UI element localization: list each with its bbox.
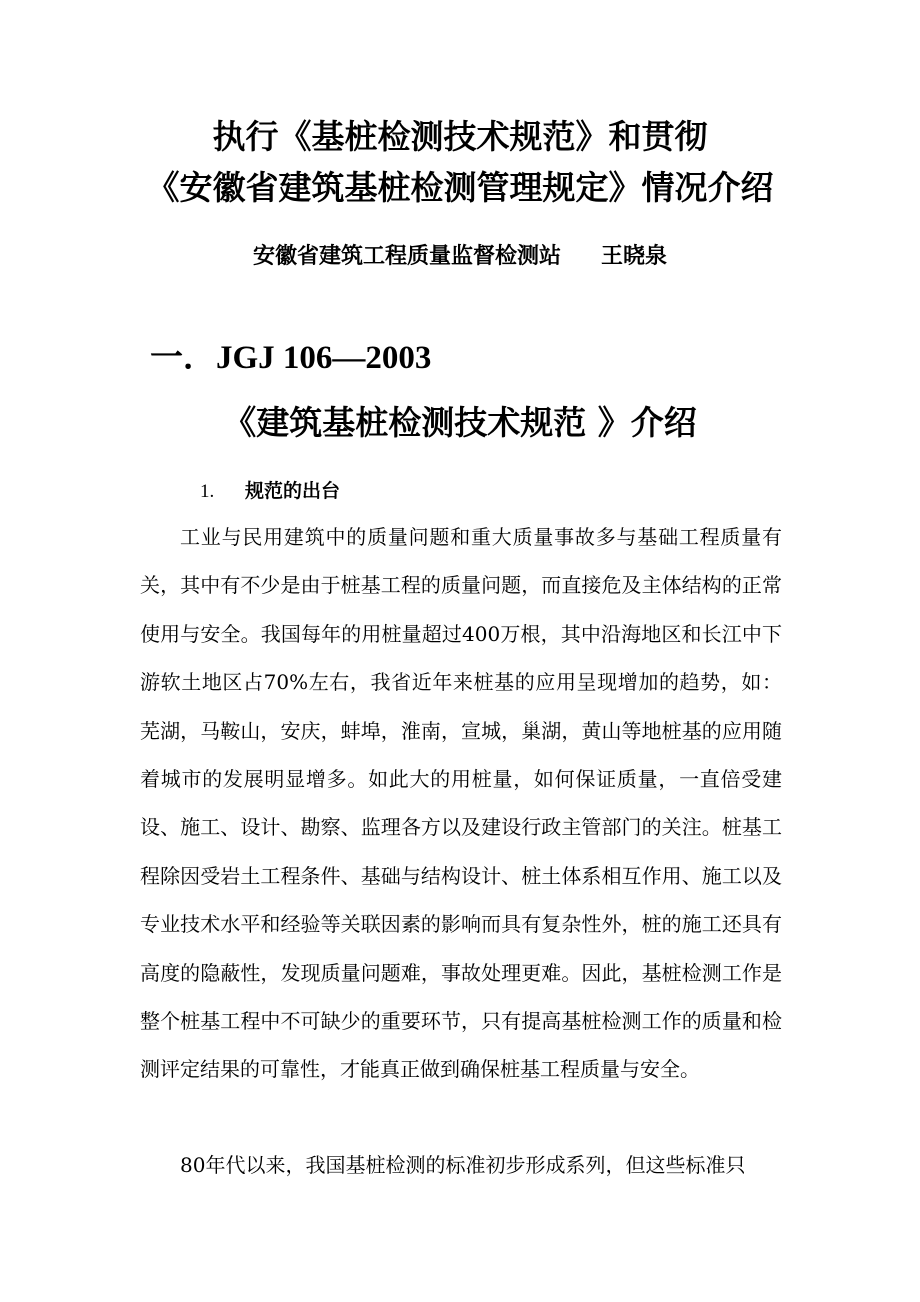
document-title-line-1: 执行《基桩检测技术规范》和贯彻 [212, 117, 708, 156]
body-paragraph-1: 工业与民用建筑中的质量问题和重大质量事故多与基础工程质量有关，其中有不少是由于桩基工程的质量问题，而直接危及主体结构的正常使用与安全。我国每年的用桩量超过400万根，其中沿海地区和长江中下游软土地区占70%左右，我省近年来桩基的应用呈现增加的趋势，如：芜湖，马鞍山，安庆，蚌埠，淮南，宣城，巢湖，黄山等地桩基的应用随着城市的发展明显增多。如此大的用桩量，如何保证质量，一直倍受建设、施工、设计、勘察、监理各方以及建设行政主管部门的关注。桩基工程除因受岩土工程条件、基础与结构设计、桩土体系相互作用、施工以及专业技术水平和经验等关联因素的影响而具有复杂性外，桩的施工还具有高度的隐蔽性，发现质量问题难，事故处理更难。因此，基桩检测工作是整个桩基工程中不可缺少的重要环节，只有提高基桩检测工作的质量和检测评定结果的可靠性，才能真正做到确保桩基工程质量与安全。 [140, 525, 782, 1082]
author-line [0, 242, 920, 272]
section-code: JGJ 106—2003 [216, 340, 432, 376]
subsection-title: 规范的出台 [245, 480, 341, 502]
section-title: 《建筑基桩检测技术规范 》介绍 [223, 403, 697, 442]
section-number: 一． [150, 337, 216, 376]
subsection-number: 1. [200, 481, 215, 502]
subsection-heading [200, 478, 340, 505]
document-title-line-2: 《安徽省建筑基桩检测管理规定》情况介绍 [146, 168, 774, 207]
body-paragraph-2: 80年代以来，我国基桩检测的标准初步形成系列，但这些标准只 [180, 1153, 746, 1177]
author-name: 王晓泉 [601, 244, 668, 269]
author-organization: 安徽省建筑工程质量监督检测站 [252, 244, 561, 269]
section-heading [150, 336, 431, 379]
